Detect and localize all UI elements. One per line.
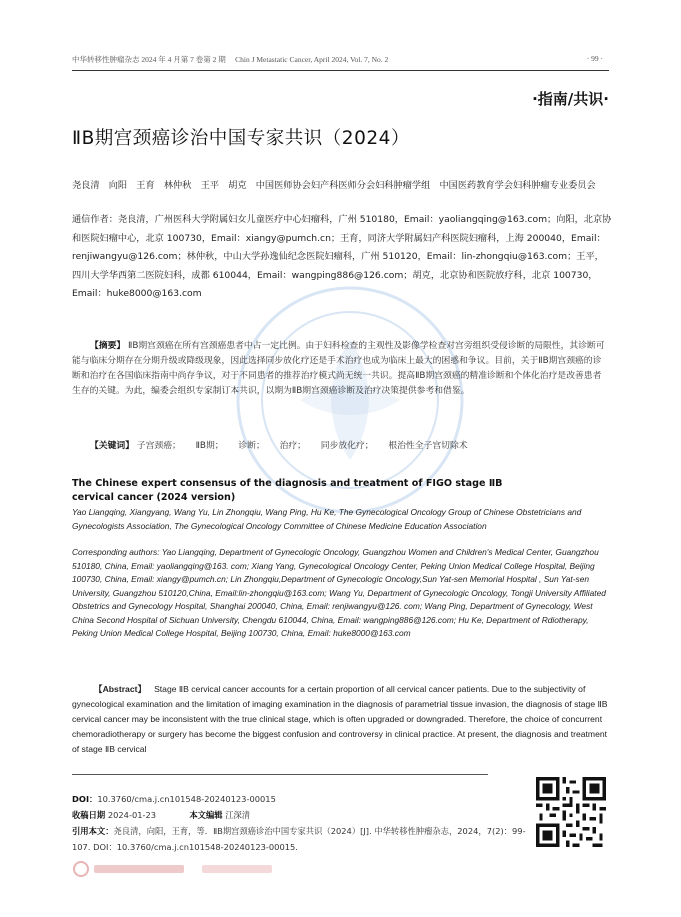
citation-label: 引用本文：	[72, 826, 114, 836]
qr-code-icon[interactable]	[536, 777, 606, 847]
keyword: 根治性全子宫切除术	[388, 441, 468, 451]
received-label: 收稿日期	[72, 810, 106, 820]
chinese-abstract-label: 【摘要】	[90, 341, 126, 351]
keyword: 子宫颈癌；	[136, 441, 181, 451]
chinese-abstract-text: ⅡB期宫颈癌在所有宫颈癌患者中占一定比例。由于妇科检查的主观性及影像学检查对宫旁组织受侵诊断的局限性，其诊断可能与临床分期存在分期升级或降级现象，因此选择同步放化疗还是手术治疗也成为临床上最大的困惑和争议。目前，关于ⅡB期宫颈癌的诊断和治疗在各国临床指南中尚存争议，对于不同患者的推荐治疗模式尚无统一共识。提高ⅡB期宫颈癌的精准诊断和个体化治疗是改善患者生存的关键。为此，编委会组织专家制订本共识，以期为ⅡB期宫颈癌诊断及治疗决策提供参考和借鉴。	[72, 341, 605, 396]
keyword: ⅡB期；	[195, 441, 224, 451]
english-abstract	[72, 682, 612, 757]
page-number: · 99 ·	[586, 54, 603, 63]
editor-label: 本文编辑	[189, 810, 223, 820]
column-tag: ·指南/共识·	[532, 90, 609, 108]
keyword: 治疗；	[279, 441, 306, 451]
chinese-keywords-label: 【关键词】	[90, 441, 134, 451]
chinese-corresponding-authors: 通信作者：尧良清，广州医科大学附属妇女儿童医疗中心妇瘤科，广州 510180，Email：yaoliangqing@163.com；向阳，北京协和医院妇瘤中心，北京 100730，Email：xiangy@pumch.cn；王育，同济大学附属妇产科医院妇瘤科，上海 200040，Email：renjiwangyu@126.com；林仲秋，中山大学孙逸仙纪念医院妇瘤科，广州 510120，Email：lin-zhongqiu@163.com；王平，四川大学华西第二医院妇科，成都 610044，Email：wangping886@126.com；胡克，北京协和医院放疗科，北京 100730，Email：huke8000@163.com	[72, 214, 612, 299]
english-title: The Chinese expert consensus of the diagnosis and treatment of FIGO stage ⅡB cervical cancer (2024 version)	[72, 478, 503, 503]
doi-line	[72, 792, 532, 808]
chinese-title: ⅡB期宫颈癌诊治中国专家共识（2024）	[72, 128, 410, 149]
citation-text: 尧良清，向阳，王育，等．ⅡB期宫颈癌诊治中国专家共识（2024）[J]. 中华转移性肿瘤杂志，2024，7(2)：99-107. DOI：10.3760/cma.j.cn101548-20240123-00015.	[72, 826, 526, 852]
dates-line	[72, 808, 532, 824]
running-head: 中华转移性肿瘤杂志 2024 年 4 月第 7 卷第 2 期 Chin J Metastatic Cancer, April 2024, Vol. 7, No. 2	[72, 55, 389, 64]
english-authors: Yao Liangqing, Xiangyang, Wang Yu, Lin Zhongqiu, Wang Ping, Hu Ke, The Gynecological Oncology Group of Chinese Obstetricians and Gynecologists Association, The Gynecological Oncology Committee of Chinese Medicine Education Association	[72, 507, 582, 531]
header-rule	[72, 70, 609, 71]
received-date: 2024-01-23	[107, 810, 157, 820]
english-corresponding-authors: Corresponding authors: Yao Liangqing, Department of Gynecologic Oncology, Guangzhou Women and Children's Medical Center, Guangzhou 510180, China, Email: yaoliangqing@163. com; Xiang Yang, Gynecological Oncology Center, Peking Union Medical College Hospital, Beijing 100730, China, Email: xiangy@pumch.cn; Lin Zhongqiu,Department of Gynecologic Oncology,Sun Yat-sen Memorial Hospital , Sun Yat-sen University, Guangzhou 510120,China, Email:lin-zhongqiu@163.com; Wang Yu, Department of Gynecologic Oncology, Tongji University Affiliated Obstetrics and Gynecology Hospital, Shanghai 200040, China, Email: renjiwangyu@126. com; Wang Ping, Department of Gynecology, West China Second Hospital of Sichuan University, Chengdu 610044, China, Email: wangping886@126.com; Hu Ke, Department of Rdiotherapy, Peking Union Medical College Hospital, Beijing 100730, China, Email: huke8000@163.com	[72, 547, 606, 638]
citation	[72, 824, 532, 855]
footnote-rule	[72, 774, 488, 775]
english-abstract-label: 【Abstract】	[94, 684, 147, 694]
publisher-logo	[72, 860, 332, 878]
chinese-authors: 尧良清 向阳 王育 林仲秋 王平 胡克 中国医师协会妇产科医师分会妇科肿瘤学组 中国医药教育学会妇科肿瘤专业委员会	[72, 180, 596, 191]
doi-link[interactable]: 10.3760/cma.j.cn101548-20240123-00015	[97, 794, 276, 804]
chinese-keywords	[90, 438, 480, 451]
keyword: 诊断；	[238, 441, 265, 451]
english-abstract-text: Stage ⅡB cervical cancer accounts for a certain proportion of all cervical cancer patients. Due to the subjectivity of gynecological examination and the limitation of imaging examination in the diagnosis of parametrial tissue invasion, the diagnosis of stage ⅡB cervical cancer may be inconsistent with the true clinical stage, which is often upgraded or downgraded. Therefore, the choice of concurrent chemoradiotherapy or surgery has become the biggest confusion and controversy in clinical practice. At present, the diagnosis and treatment of stage ⅡB cervical	[72, 684, 608, 754]
doi-label: DOI：	[72, 794, 98, 804]
keyword: 同步放化疗；	[320, 441, 374, 451]
chinese-abstract	[72, 339, 610, 399]
editor-name: 江深清	[225, 810, 251, 820]
